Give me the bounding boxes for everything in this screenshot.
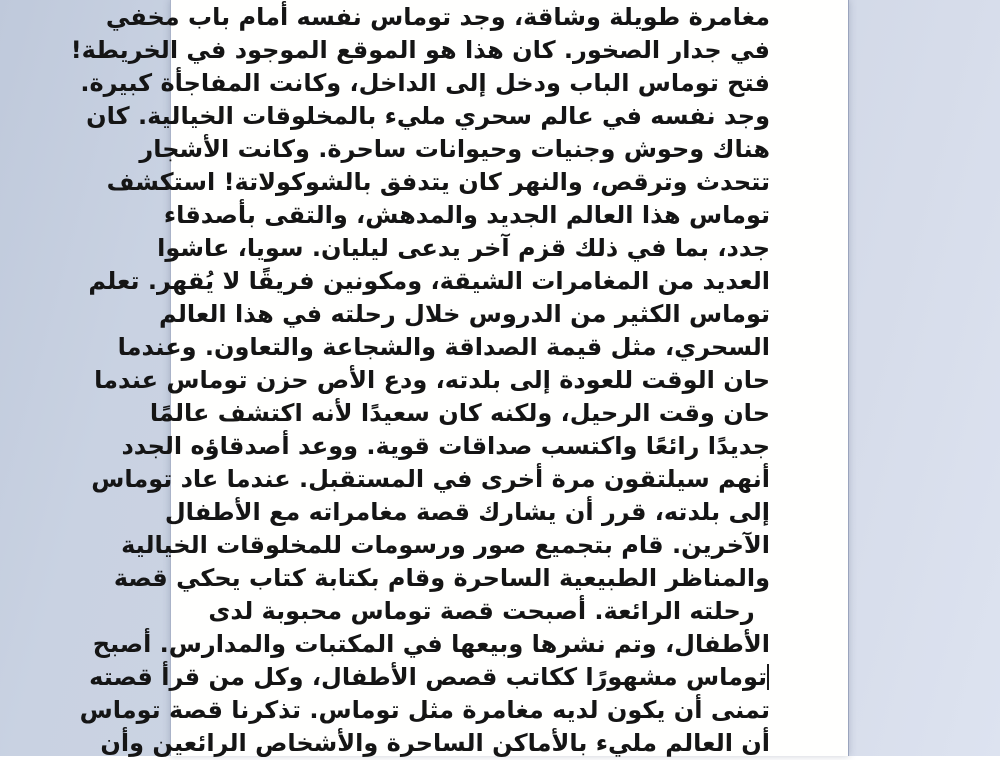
text-line-10[interactable]: توماس الكثير من الدروس خلال رحلته في هذا العالم — [159, 300, 770, 328]
document-page[interactable] — [70, 0, 849, 757]
text-line-22[interactable]: تمنى أن يكون لديه مغامرة مثل توماس. تذكرنا قصة توماس — [79, 696, 770, 724]
text-line-11[interactable]: السحري، مثل قيمة الصداقة والشجاعة والتعاون. وعندما — [117, 333, 770, 361]
page-text[interactable] — [70, 0, 848, 760]
text-line-17[interactable]: الآخرين. قام بتجميع صور ورسومات للمخلوقات الخيالية — [121, 531, 770, 559]
text-line-6[interactable]: تتحدث وترقص، والنهر كان يتدفق بالشوكولاتة! استكشف — [106, 168, 770, 196]
text-line-14[interactable]: جديدًا رائعًا واكتسب صداقات قوية. ووعد أصدقاؤه الجدد — [121, 432, 770, 460]
text-line-13[interactable]: حان وقت الرحيل، ولكنه كان سعيدًا لأنه اكتشف عالمًا — [149, 399, 770, 427]
text-line-15[interactable]: أنهم سيلتقون مرة أخرى في المستقبل. عندما عاد توماس — [91, 465, 770, 493]
text-line-7[interactable]: توماس هذا العالم الجديد والمدهش، والتقى بأصدقاء — [163, 201, 770, 229]
text-line-5[interactable]: هناك وحوش وجنيات وحيوانات ساحرة. وكانت الأشجار — [139, 135, 770, 163]
text-line-2[interactable]: في جدار الصخور. كان هذا هو الموقع الموجود في الخريطة! — [70, 36, 770, 64]
text-line-4[interactable]: وجد نفسه في عالم سحري مليء بالمخلوقات الخيالية. كان — [86, 102, 770, 130]
text-line-9[interactable]: العديد من المغامرات الشيقة، ومكونين فريقًا لا يُقهر. تعلم — [88, 267, 770, 295]
text-line-21-text: توماس مشهورًا ككاتب قصص الأطفال، وكل من قرأ قصته — [89, 663, 767, 691]
text-line-8[interactable]: جدد، بما في ذلك قزم آخر يدعى ليليان. سويا، عاشوا — [157, 234, 770, 262]
text-line-20[interactable]: الأطفال، وتم نشرها وبيعها في المكتبات والمدارس. أصبح — [92, 630, 770, 658]
text-line-3[interactable]: فتح توماس الباب ودخل إلى الداخل، وكانت المفاجأة كبيرة. — [80, 69, 770, 97]
text-line-1[interactable]: مغامرة طويلة وشاقة، وجد توماس نفسه أمام باب مخفي — [105, 3, 770, 31]
text-line-21[interactable] — [89, 661, 770, 694]
text-line-23-partial[interactable]: أن العالم مليء بالأماكن الساحرة والأشخاص الرائعين وأن — [100, 729, 770, 757]
text-line-18[interactable]: والمناظر الطبيعية الساحرة وقام بكتابة كتاب يحكي قصة — [113, 564, 770, 592]
text-line-12[interactable]: حان الوقت للعودة إلى بلدته، ودع الأص حزن توماس عندما — [94, 366, 770, 394]
text-line-16[interactable]: إلى بلدته، قرر أن يشارك قصة مغامراته مع الأطفال — [164, 498, 770, 526]
text-cursor — [767, 664, 769, 690]
text-line-19[interactable]: رحلته الرائعة. أصبحت قصة توماس محبوبة لدى — [208, 597, 755, 625]
